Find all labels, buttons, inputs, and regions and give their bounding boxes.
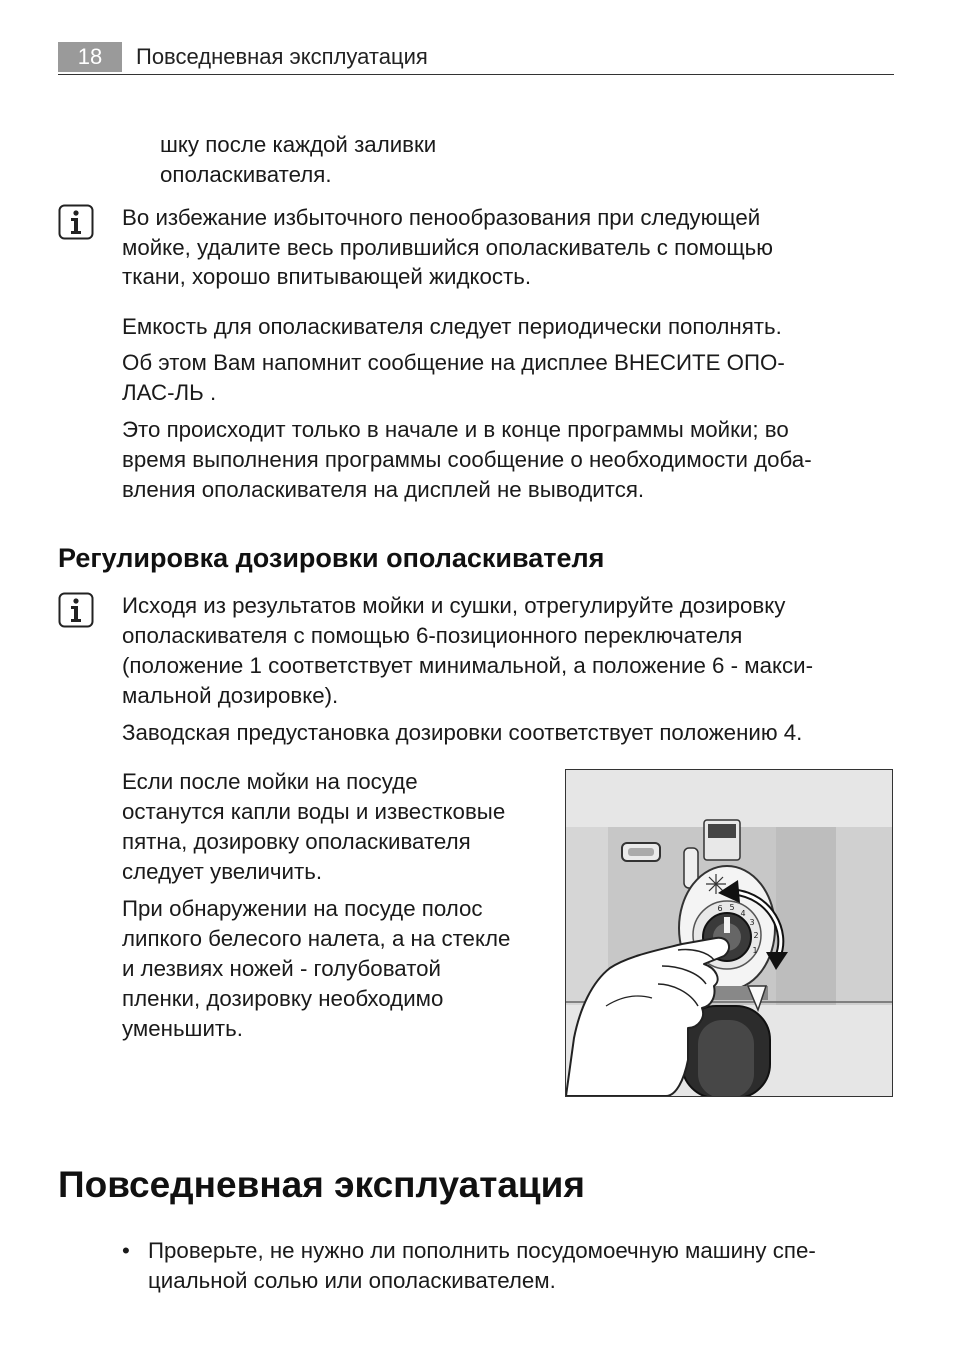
increase-line-2: останутся капли воды и известковые <box>122 799 506 824</box>
bullet-icon: • <box>122 1238 130 1263</box>
decrease-line-2: липкого белесого налета, а на стекле <box>122 926 511 951</box>
increase-line-3: пятна, дозировку ополаскивателя <box>122 829 471 854</box>
info-icon <box>58 204 94 240</box>
timing-line-2: время выполнения программы сообщение о необходимости доба- <box>122 447 812 472</box>
info-note-1-line-2: мойке, удалите весь пролившийся ополаскиватель с помощью <box>122 235 774 260</box>
dosage-dial-illustration <box>565 769 893 1097</box>
running-title: Повседневная эксплуатация <box>136 44 428 69</box>
dial-label-1: 1 <box>752 946 758 955</box>
dial-label-4: 4 <box>740 909 746 918</box>
factory-setting: Заводская предустановка дозировки соответствует положению 4. <box>122 720 803 745</box>
decrease-line-4: пленки, дозировку необходимо <box>122 986 444 1011</box>
section-heading-daily-use: Повседневная эксплуатация <box>58 1164 585 1205</box>
display-message-line-1: Об этом Вам напомнит сообщение на дисплее ВНЕСИТЕ ОПО- <box>122 350 785 375</box>
display-message-line-2: ЛАС-ЛЬ . <box>122 380 217 405</box>
info-note-1-line-3: ткани, хорошо впитывающей жидкость. <box>122 264 532 289</box>
timing-line-1: Это происходит только в начале и в конце программы мойки; во <box>122 417 789 442</box>
dial-label-6: 6 <box>717 904 723 913</box>
decrease-line-1: При обнаружении на посуде полос <box>122 896 483 921</box>
section-heading-dosage: Регулировка дозировки ополаскивателя <box>58 543 605 573</box>
increase-line-4: следует увеличить. <box>122 859 323 884</box>
dial-label-2: 2 <box>753 931 759 940</box>
info-note-1-line-1: Во избежание избыточного пенообразования при следующей <box>122 205 761 230</box>
dosage-info-line-1: Исходя из результатов мойки и сушки, отрегулируйте дозировку <box>122 593 786 618</box>
dial-label-3: 3 <box>749 918 755 927</box>
page-header <box>58 40 894 75</box>
info-icon <box>58 592 94 628</box>
dosage-info-line-3: (положение 1 соответствует минимальной, а положение 6 - макси- <box>122 653 814 678</box>
dosage-info-line-4: мальной дозировке). <box>122 683 339 708</box>
bullet-line-2: циальной солью или ополаскивателем. <box>148 1268 556 1293</box>
page-number: 18 <box>58 42 122 72</box>
increase-line-1: Если после мойки на посуде <box>122 769 418 794</box>
decrease-line-3: и лезвиях ножей - голубоватой <box>122 956 442 981</box>
bullet-line-1: Проверьте, не нужно ли пополнить посудомоечную машину спе- <box>148 1238 816 1263</box>
decrease-line-5: уменьшить. <box>122 1016 243 1041</box>
intro-line-1: шку после каждой заливки <box>160 132 437 157</box>
dosage-info-line-2: ополаскивателя с помощью 6-позиционного переключателя <box>122 623 743 648</box>
timing-line-3: вления ополаскивателя на дисплей не выводится. <box>122 477 645 502</box>
refill-paragraph: Емкость для ополаскивателя следует периодически пополнять. <box>122 314 782 339</box>
intro-line-2: ополаскивателя. <box>160 162 332 187</box>
dial-label-5: 5 <box>729 903 735 912</box>
